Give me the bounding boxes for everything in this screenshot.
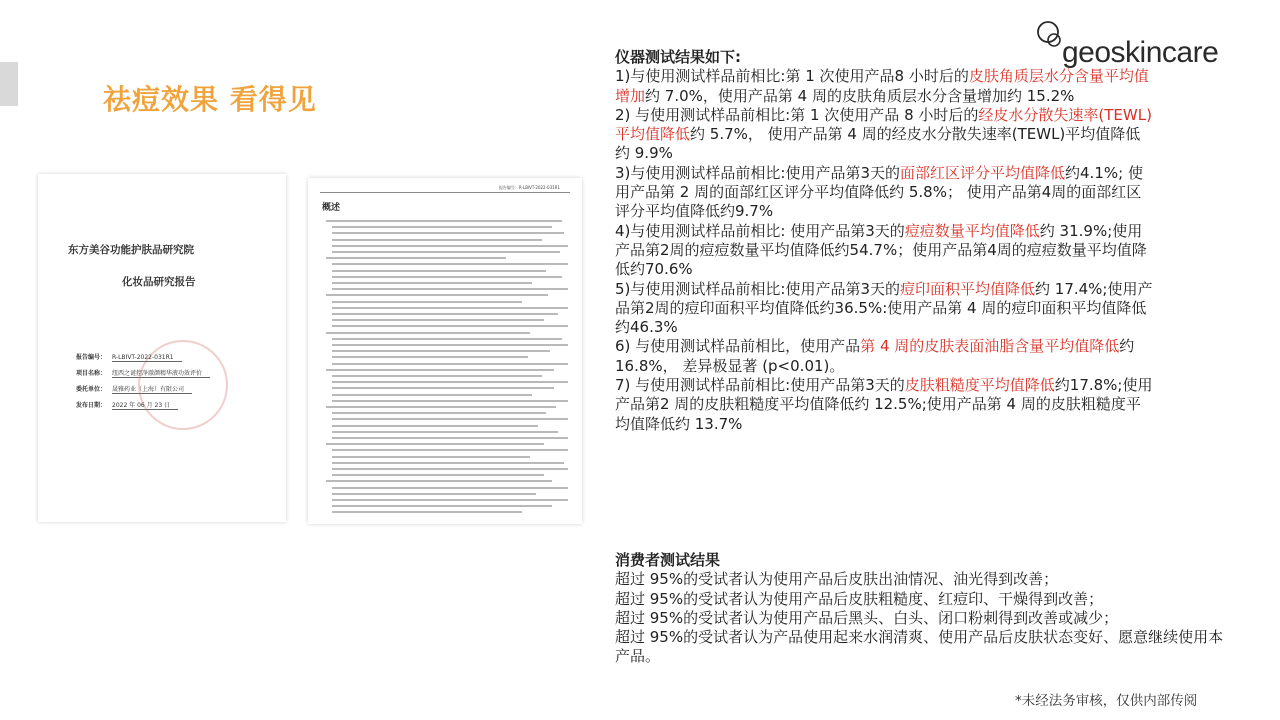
footnote: *未经法务审核，仅供内部传阅 (1015, 693, 1198, 709)
consumer-results (615, 551, 1235, 667)
summary-text-line (332, 363, 568, 365)
consumer-heading: 消费者测试结果 (615, 551, 721, 569)
report-field: 报告编号： R-LBIVT-2022-031R1 (76, 352, 182, 361)
summary-text-line (332, 387, 554, 389)
summary-text-line (332, 288, 568, 290)
summary-text-line (332, 493, 536, 495)
summary-text-line (332, 425, 538, 427)
summary-text-line (332, 350, 550, 352)
summary-text-line (332, 307, 568, 309)
summary-text-line (332, 282, 532, 284)
summary-text-line (332, 449, 568, 451)
result-item: 4)与使用测试样品前相比: 使用产品第3天的痘痘数量平均值降低约 31.9%;使用产品第2周的痘痘数量平均值降低约54.7%；使用产品第4周的痘痘数量平均值降低约70.6% (615, 221, 1147, 279)
summary-text-line (326, 480, 552, 482)
slide-title: 祛痘效果 看得见 (103, 83, 317, 116)
slide-edge-bar (0, 62, 18, 106)
summary-text-line (326, 406, 556, 408)
result-item: 3)与使用测试样品前相比:使用产品第3天的面部红区评分平均值降低约4.1%; 使用产品第 2 周的面部红区评分平均值降低约 5.8%； 使用产品第4周的面部红区评分平均值降低约9.7% (615, 163, 1143, 221)
summary-text-line (332, 418, 568, 420)
summary-text-line (332, 239, 542, 241)
report-summary-image (308, 178, 582, 524)
consumer-line: 超过 95%的受试者认为使用产品后皮肤出油情况、油光得到改善； (615, 570, 1059, 589)
summary-text-line (332, 226, 552, 228)
result-item: 1)与使用测试样品前相比:第 1 次使用产品8 小时后的皮肤角质层水分含量平均值增加约 7.0%，使用产品第 4 周的皮肤角质层水分含量增加约 15.2% (615, 67, 1149, 105)
summary-text-line (332, 394, 532, 396)
summary-text-line (332, 412, 546, 414)
consumer-line: 超过 95%的受试者认为产品使用起来水润清爽、使用产品后皮肤状态变好、愿意继续使用本产品。 (615, 628, 1224, 666)
report-cover-image (38, 174, 286, 522)
result-item: 5)与使用测试样品前相比:使用产品第3天的痘印面积平均值降低约 17.4%;使用产品第2周的痘印面积平均值降低约36.5%:使用产品第 4 周的痘印面积平均值降低约46.3% (615, 279, 1153, 337)
summary-text-line (332, 505, 552, 507)
report-institute: 东方美谷功能护肤品研究院 (68, 244, 194, 256)
result-item: 6) 与使用测试样品前相比，使用产品第 4 周的皮肤表面油脂含量平均值降低约16.8%， 差异极显著 (p<0.01)。 (615, 337, 1135, 375)
summary-text-line (332, 431, 558, 433)
summary-text-line (332, 325, 568, 327)
summary-text-line (332, 270, 546, 272)
summary-text-line (332, 338, 562, 340)
summary-text-line (332, 245, 568, 247)
summary-text-line (326, 443, 544, 445)
summary-text-line (332, 276, 562, 278)
summary-text-line (332, 381, 568, 383)
summary-text-line (332, 344, 568, 346)
summary-text-line (332, 511, 522, 513)
summary-text-line (332, 251, 560, 253)
summary-text-line (332, 301, 522, 303)
report-field: 发布日期： 2022 年 06 月 23 日 (76, 400, 178, 409)
summary-text-line (332, 356, 528, 358)
summary-text-line (332, 468, 568, 470)
summary-text-line (332, 400, 568, 402)
report-field: 项目名称： 纽西之谜控净澈颜精华液功效评价 (76, 368, 210, 377)
summary-text-line (332, 437, 568, 439)
summary-text-line (326, 332, 530, 334)
summary-text-line (332, 313, 558, 315)
summary-text-line (332, 319, 544, 321)
instrument-results (615, 48, 1155, 434)
summary-text-line (332, 232, 564, 234)
results-heading: 仪器测试结果如下: (615, 48, 741, 66)
report-type: 化妆品研究报告 (122, 276, 196, 288)
brand-logo-text: geoskincare (1062, 36, 1219, 69)
summary-title: 概述 (322, 203, 341, 213)
summary-text-line (332, 487, 568, 489)
consumer-line: 超过 95%的受试者认为使用产品后皮肤粗糙度、红痘印、干燥得到改善； (615, 589, 1104, 608)
summary-text-line (326, 257, 506, 259)
summary-header-rule (320, 192, 570, 193)
summary-header: 报告编号：R-LBIVT-2022-031R1 (498, 185, 560, 190)
summary-text-line (332, 462, 564, 464)
summary-text-line (332, 263, 568, 265)
report-field: 委托单位： 晟雅药业（上海）有限公司 (76, 384, 192, 393)
summary-text-line (326, 220, 562, 222)
summary-text-line (332, 456, 530, 458)
summary-text-line (332, 499, 568, 501)
result-item: 7) 与使用测试样品前相比:使用产品第3天的皮肤粗糙度平均值降低约17.8%;使用产品第2 周的皮肤粗糙度平均值降低约 12.5%;使用产品第 4 周的皮肤粗糙度平均值降低约 13.7% (615, 376, 1153, 433)
summary-text-line (326, 294, 548, 296)
result-item: 2) 与使用测试样品前相比:第 1 次使用产品 8 小时后的经皮水分散失速率(TEWL)平均值降低约 5.7%， 使用产品第 4 周的经皮水分散失速率(TEWL)平均值降低约 9.9% (615, 105, 1152, 163)
summary-text-line (332, 375, 542, 377)
summary-text-line (332, 474, 544, 476)
consumer-line: 超过 95%的受试者认为使用产品后黑头、白头、闭口粉刺得到改善或减少； (615, 608, 1119, 627)
summary-text-line (326, 369, 554, 371)
